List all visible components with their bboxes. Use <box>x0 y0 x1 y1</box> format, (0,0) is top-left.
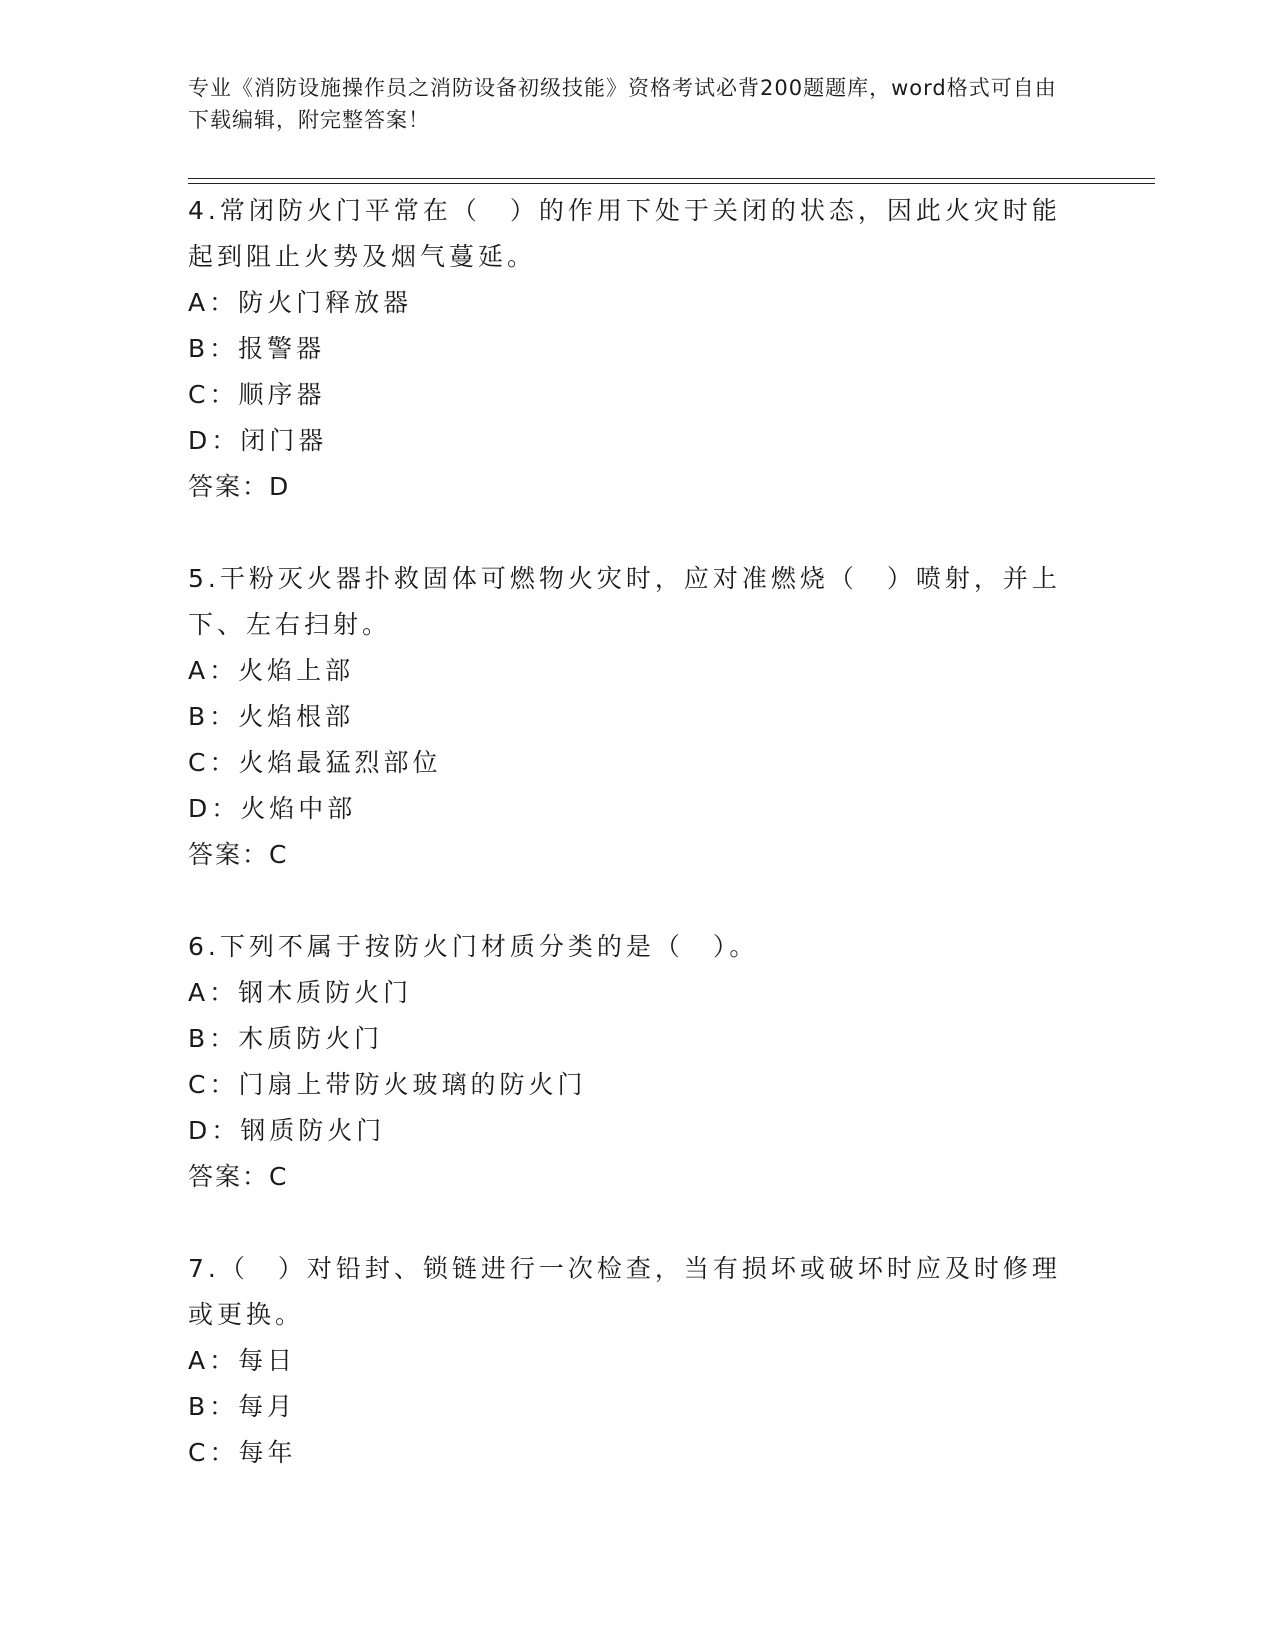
option-a: A：防火门释放器 <box>188 288 413 317</box>
option-text: 木质防火门 <box>238 1024 384 1053</box>
option-text: 门扇上带防火玻璃的防火门 <box>238 1070 587 1099</box>
option-d: D：钢质防火门 <box>188 1116 386 1145</box>
option-text: 每年 <box>238 1438 297 1467</box>
option-text: 钢木质防火门 <box>238 978 413 1007</box>
option-b: B：火焰根部 <box>188 702 355 731</box>
option-text: 每日 <box>238 1346 297 1375</box>
option-letter: D <box>188 1116 212 1145</box>
option-d: D：闭门器 <box>188 426 328 455</box>
option-text: 火焰最猛烈部位 <box>238 748 442 777</box>
option-c: C：门扇上带防火玻璃的防火门 <box>188 1070 587 1099</box>
option-a: A：火焰上部 <box>188 656 355 685</box>
question-6 <box>188 924 1068 1200</box>
option-letter: C <box>188 748 210 777</box>
option-c: C：每年 <box>188 1438 297 1467</box>
question-7 <box>188 1246 1068 1476</box>
option-b: B：木质防火门 <box>188 1024 384 1053</box>
option-b: B：报警器 <box>188 334 326 363</box>
option-letter: D <box>188 426 212 455</box>
answer-line: 答案：C <box>188 840 289 869</box>
option-text: 钢质防火门 <box>240 1116 386 1145</box>
option-text: 报警器 <box>238 334 326 363</box>
answer-line: 答案：C <box>188 1162 289 1191</box>
question-stem: 6.下列不属于按防火门材质分类的是（ ）。 <box>188 932 759 961</box>
answer-line: 答案：D <box>188 472 291 501</box>
option-text: 火焰根部 <box>238 702 355 731</box>
option-letter: A <box>188 978 210 1007</box>
option-letter: A <box>188 1346 210 1375</box>
option-c: C：顺序器 <box>188 380 326 409</box>
option-letter: B <box>188 334 210 363</box>
question-4 <box>188 188 1068 510</box>
option-a: A：每日 <box>188 1346 297 1375</box>
option-text: 顺序器 <box>238 380 326 409</box>
option-c: C：火焰最猛烈部位 <box>188 748 442 777</box>
option-letter: B <box>188 702 210 731</box>
option-b: B：每月 <box>188 1392 297 1421</box>
question-5 <box>188 556 1068 878</box>
option-a: A：钢木质防火门 <box>188 978 413 1007</box>
option-letter: C <box>188 1438 210 1467</box>
option-letter: C <box>188 1070 210 1099</box>
question-stem: 4.常闭防火门平常在（ ）的作用下处于关闭的状态，因此火灾时能起到阻止火势及烟气蔓延。 <box>188 196 1061 271</box>
option-text: 火焰中部 <box>240 794 357 823</box>
question-list <box>188 188 1068 1522</box>
option-text: 火焰上部 <box>238 656 355 685</box>
option-text: 每月 <box>238 1392 297 1421</box>
option-letter: A <box>188 288 210 317</box>
option-letter: B <box>188 1024 210 1053</box>
header-divider-bottom <box>188 183 1155 184</box>
option-letter: D <box>188 794 212 823</box>
option-d: D：火焰中部 <box>188 794 357 823</box>
option-letter: B <box>188 1392 210 1421</box>
header-divider-top <box>188 178 1155 179</box>
document-header: 专业《消防设施操作员之消防设备初级技能》资格考试必背200题题库，word格式可自由下载编辑，附完整答案！ <box>188 76 1057 132</box>
question-stem: 7.（ ）对铅封、锁链进行一次检查，当有损坏或破坏时应及时修理或更换。 <box>188 1254 1061 1329</box>
question-stem: 5.干粉灭火器扑救固体可燃物火灾时，应对准燃烧（ ）喷射，并上下、左右扫射。 <box>188 564 1061 639</box>
option-text: 闭门器 <box>240 426 328 455</box>
option-letter: C <box>188 380 210 409</box>
option-text: 防火门释放器 <box>238 288 413 317</box>
option-letter: A <box>188 656 210 685</box>
